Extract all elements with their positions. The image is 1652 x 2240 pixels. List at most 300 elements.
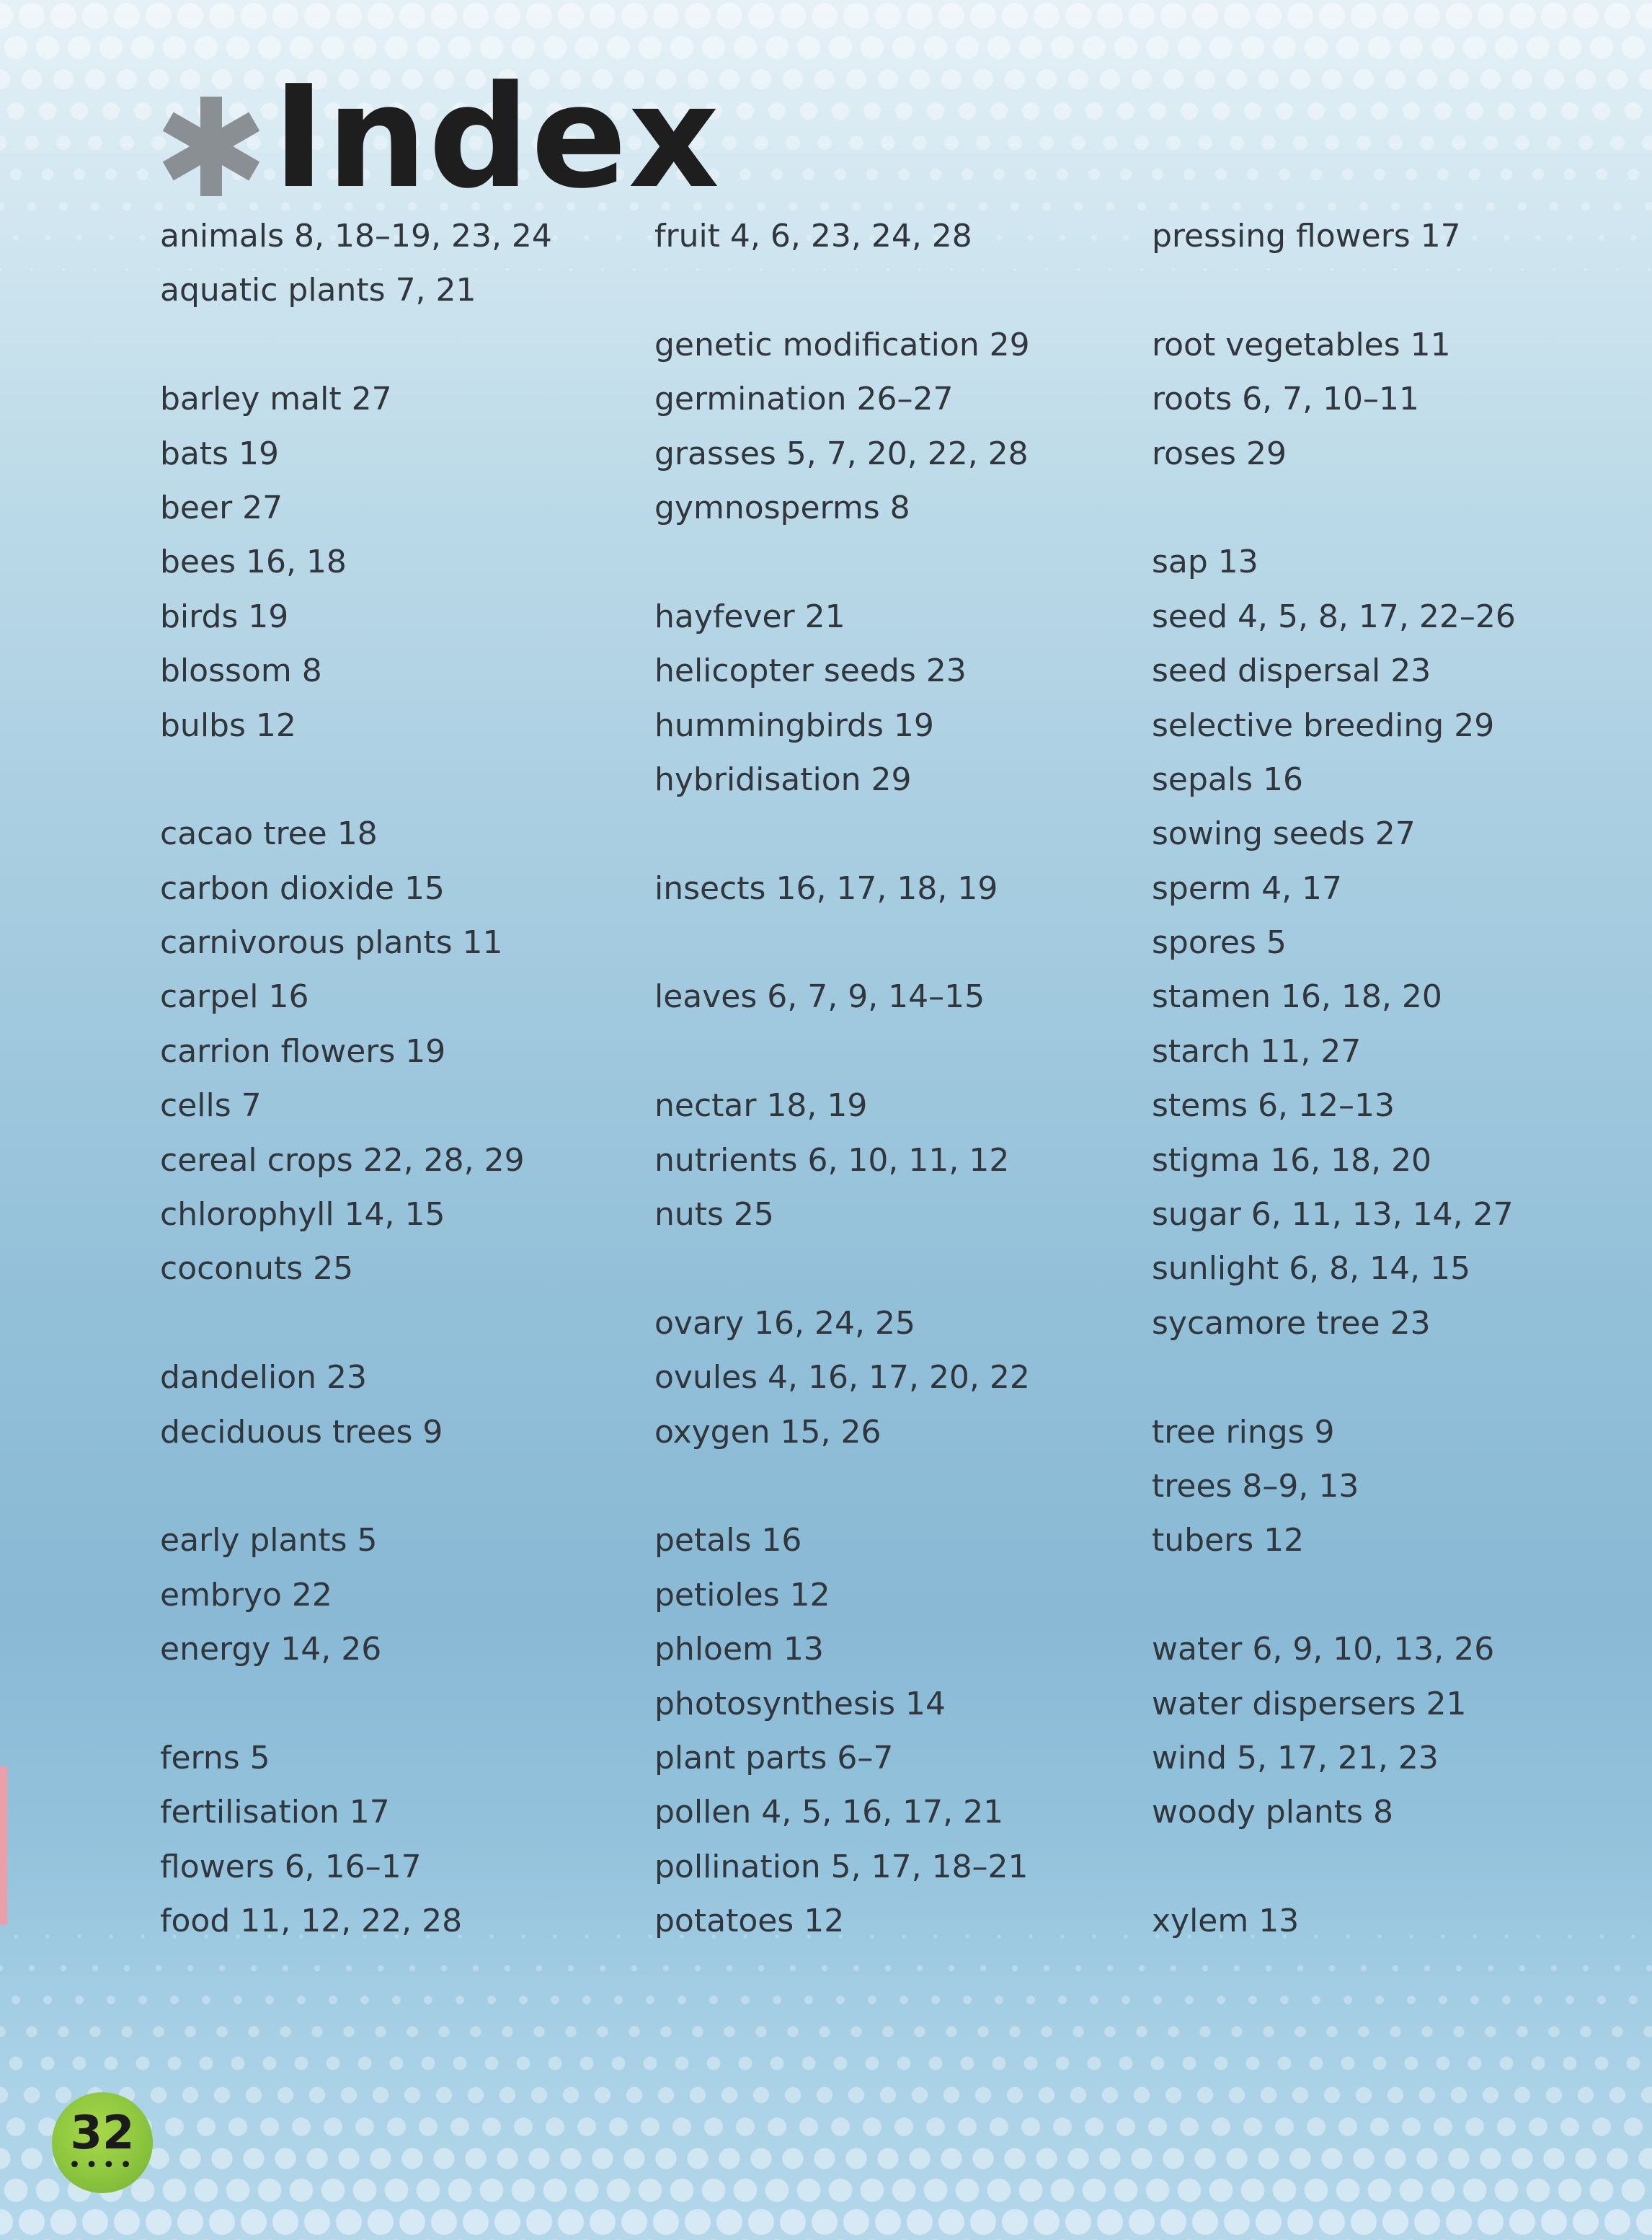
decorative-dot <box>597 2026 608 2037</box>
decorative-dot <box>1607 2148 1627 2169</box>
decorative-dot <box>1646 1965 1652 1972</box>
index-entry: nectar 18, 19 <box>654 1087 868 1125</box>
decorative-dot <box>1102 2087 1118 2103</box>
decorative-dot <box>1131 2148 1152 2169</box>
decorative-dot <box>214 2087 230 2103</box>
index-spacer <box>654 916 1116 970</box>
decorative-dot <box>1629 1996 1638 2004</box>
index-spacer <box>654 1024 1116 1079</box>
decorative-dot <box>1463 36 1486 59</box>
decorative-dot <box>1181 102 1198 120</box>
decorative-dot <box>1294 2026 1305 2037</box>
decorative-dot <box>1593 102 1610 120</box>
decorative-dot <box>1583 1965 1589 1972</box>
decorative-dot <box>1036 2148 1057 2169</box>
decorative-dot <box>1469 169 1480 180</box>
decorative-dot <box>105 2057 118 2071</box>
decorative-dot <box>1468 2057 1482 2071</box>
decorative-dot <box>976 136 990 150</box>
decorative-dot <box>590 3 616 29</box>
decorative-dot <box>226 2179 250 2203</box>
decorative-dot <box>1212 102 1230 120</box>
decorative-dot <box>1026 1996 1035 2004</box>
decorative-dot <box>802 2057 816 2071</box>
decorative-dot <box>453 2057 467 2071</box>
decorative-dot <box>1307 102 1325 120</box>
decorative-dot <box>1361 1965 1367 1972</box>
decorative-dot <box>1636 2209 1652 2235</box>
decorative-dot <box>1485 2026 1496 2037</box>
decorative-dot <box>972 2148 993 2169</box>
decorative-dot <box>1117 102 1134 120</box>
decorative-dot <box>24 2087 40 2103</box>
decorative-dot <box>863 2117 881 2136</box>
index-entry: sycamore tree 23 <box>1152 1304 1431 1342</box>
decorative-dot <box>200 2057 213 2071</box>
decorative-dot <box>187 1965 194 1972</box>
decorative-dot <box>234 1996 242 2004</box>
decorative-dot <box>25 136 39 150</box>
decorative-dot <box>1558 36 1581 59</box>
decorative-dot <box>202 1996 210 2004</box>
decorative-dot <box>1146 36 1169 59</box>
index-entry: hybridisation 29 <box>654 761 912 798</box>
index-spacer <box>654 807 1116 861</box>
decorative-dot <box>734 36 757 59</box>
decorative-dot <box>1065 2209 1091 2235</box>
decorative-dot <box>283 1965 289 1972</box>
decorative-dot <box>120 136 134 150</box>
decorative-dot <box>734 2179 758 2203</box>
decorative-dot <box>327 2057 340 2071</box>
decorative-dot <box>114 2209 140 2235</box>
decorative-dot <box>1561 102 1578 120</box>
decorative-dot <box>931 1996 940 2004</box>
decorative-dot <box>1160 3 1186 29</box>
decorative-dot <box>1498 102 1515 120</box>
decorative-dot <box>1546 2087 1562 2103</box>
decorative-dot <box>894 2117 913 2136</box>
decorative-dot <box>1005 69 1025 89</box>
decorative-dot <box>514 2117 533 2136</box>
decorative-dot <box>751 69 771 89</box>
decorative-dot <box>1212 2117 1230 2136</box>
decorative-dot <box>1224 2209 1250 2235</box>
index-entry: pressing flowers 17 <box>1152 218 1461 254</box>
decorative-dot <box>1446 3 1472 29</box>
decorative-dot <box>1431 2179 1455 2203</box>
decorative-dot <box>675 2057 689 2071</box>
decorative-dot <box>853 1965 860 1972</box>
decorative-dot <box>829 36 852 59</box>
decorative-dot <box>687 2148 708 2169</box>
decorative-dot <box>927 102 944 120</box>
decorative-dot <box>1414 3 1440 29</box>
decorative-dot <box>246 2087 262 2103</box>
decorative-dot <box>50 3 76 29</box>
decorative-dot <box>1034 2209 1060 2235</box>
decorative-dot <box>42 169 53 180</box>
decorative-dot <box>678 1996 686 2004</box>
decorative-dot <box>125 268 128 271</box>
decorative-dot <box>370 2148 391 2169</box>
index-entry: embryo 22 <box>160 1576 332 1613</box>
decorative-dot <box>7 102 25 120</box>
index-entry: barley malt 27 <box>160 381 392 418</box>
decorative-dot <box>368 2209 394 2235</box>
decorative-dot <box>1192 2209 1218 2235</box>
decorative-dot <box>19 2209 45 2235</box>
decorative-dot <box>880 2087 896 2103</box>
decorative-dot <box>1338 2117 1357 2136</box>
decorative-dot <box>311 2026 322 2037</box>
decorative-dot <box>663 1965 670 1972</box>
decorative-dot <box>499 2087 515 2103</box>
decorative-dot <box>417 2179 440 2203</box>
index-entry: fertilisation 17 <box>160 1794 390 1831</box>
page-number: 32 <box>70 2107 135 2160</box>
index-entry: wind 5, 17, 21, 23 <box>1152 1739 1439 1776</box>
decorative-dot <box>832 102 849 120</box>
decorative-dot <box>653 2209 679 2235</box>
decorative-dot <box>892 2179 916 2203</box>
decorative-dot <box>1289 2148 1310 2169</box>
decorative-dot <box>1543 2148 1564 2169</box>
index-spacer <box>654 535 1116 589</box>
decorative-dot <box>494 2209 520 2235</box>
decorative-dot <box>814 2148 835 2169</box>
decorative-dot <box>748 2209 774 2235</box>
decorative-dot <box>1243 2117 1262 2136</box>
decorative-dot <box>1356 2087 1372 2103</box>
decorative-dot <box>914 2026 925 2037</box>
decorative-dot <box>260 2117 279 2136</box>
decorative-dot <box>346 1965 352 1972</box>
decorative-dot <box>1166 136 1181 150</box>
index-entry: ovules 4, 16, 17, 20, 22 <box>654 1359 1030 1396</box>
decorative-dot <box>1463 2179 1487 2203</box>
index-column-3 <box>1152 209 1613 1949</box>
decorative-dot <box>1258 69 1279 89</box>
decorative-dot <box>1073 2026 1083 2037</box>
decorative-dot <box>182 2087 198 2103</box>
decorative-dot <box>721 2087 737 2103</box>
index-entry: carpel 16 <box>160 978 309 1016</box>
decorative-dot <box>782 2148 803 2169</box>
decorative-dot <box>355 2117 374 2136</box>
decorative-dot <box>814 69 835 89</box>
decorative-dot <box>1622 36 1645 59</box>
decorative-dot <box>1573 2209 1599 2235</box>
decorative-dot <box>621 2209 647 2235</box>
index-entry: oxygen 15, 26 <box>654 1413 881 1451</box>
decorative-dot <box>1263 2026 1274 2037</box>
decorative-dot <box>1114 36 1137 59</box>
decorative-dot <box>1358 2026 1369 2037</box>
decorative-dot <box>1478 3 1504 29</box>
decorative-dot <box>1224 3 1250 29</box>
decorative-dot <box>1085 2117 1103 2136</box>
decorative-dot <box>1149 102 1166 120</box>
decorative-dot <box>165 2117 184 2136</box>
decorative-dot <box>1192 3 1218 29</box>
decorative-dot <box>137 169 148 180</box>
decorative-dot <box>275 2148 296 2169</box>
decorative-dot <box>109 1934 112 1938</box>
decorative-dot <box>595 2087 610 2103</box>
decorative-dot <box>623 2148 644 2169</box>
decorative-dot <box>790 1965 796 1972</box>
decorative-dot <box>526 2209 552 2235</box>
decorative-dot <box>1209 2179 1233 2203</box>
decorative-dot <box>1610 136 1625 150</box>
decorative-dot <box>1002 3 1028 29</box>
decorative-dot <box>1134 136 1149 150</box>
decorative-dot <box>929 2057 943 2071</box>
decorative-dot <box>1436 2057 1450 2071</box>
decorative-dot <box>1088 2057 1101 2071</box>
decorative-dot <box>1152 169 1163 180</box>
decorative-dot <box>0 2026 6 2037</box>
decorative-dot <box>1502 1996 1511 2004</box>
index-entry: woody plants 8 <box>1152 1794 1393 1831</box>
decorative-dot <box>241 2209 267 2235</box>
decorative-dot <box>91 202 99 211</box>
decorative-dot <box>1124 1934 1127 1938</box>
decorative-dot <box>754 136 768 150</box>
decorative-dot <box>1197 2087 1213 2103</box>
decorative-dot <box>1261 136 1276 150</box>
decorative-dot <box>1051 2179 1075 2203</box>
decorative-dot <box>209 3 235 29</box>
decorative-dot <box>987 2179 1011 2203</box>
decorative-dot <box>1453 2026 1464 2037</box>
decorative-dot <box>607 2179 631 2203</box>
decorative-dot <box>368 3 394 29</box>
decorative-dot <box>875 3 901 29</box>
decorative-dot <box>1354 69 1374 89</box>
decorative-dot <box>378 1965 384 1972</box>
decorative-dot <box>179 2148 200 2169</box>
decorative-dot <box>783 69 803 89</box>
decorative-dot <box>709 1996 718 2004</box>
decorative-dot <box>907 2209 933 2235</box>
index-entry: starch 11, 27 <box>1152 1032 1362 1070</box>
decorative-dot <box>1279 169 1290 180</box>
index-entry: animals 8, 18–19, 23, 24 <box>160 218 552 254</box>
index-entry: xylem 13 <box>1152 1903 1300 1940</box>
decorative-dot <box>244 69 264 89</box>
decorative-dot <box>1054 102 1071 120</box>
decorative-dot <box>750 2148 771 2169</box>
index-spacer <box>1152 1568 1613 1622</box>
index-spacer <box>1152 1840 1613 1894</box>
decorative-dot <box>197 2117 216 2136</box>
decorative-dot <box>4 2179 28 2203</box>
decorative-dot <box>949 1965 955 1972</box>
index-entry: carnivorous plants 11 <box>160 924 503 962</box>
decorative-dot <box>1400 36 1423 59</box>
decorative-dot <box>1278 2057 1292 2071</box>
decorative-dot <box>9 2057 23 2071</box>
decorative-dot <box>1198 136 1212 150</box>
decorative-dot <box>1322 69 1342 89</box>
decorative-dot <box>1590 2179 1614 2203</box>
decorative-dot <box>692 2026 703 2037</box>
decorative-dot <box>124 1965 130 1972</box>
decorative-dot <box>834 2057 848 2071</box>
decorative-dot <box>1266 1965 1272 1972</box>
index-entry: tubers 12 <box>1152 1522 1305 1559</box>
decorative-dot <box>1434 102 1452 120</box>
decorative-dot <box>582 1996 591 2004</box>
decorative-dot <box>1273 2179 1297 2203</box>
decorative-dot <box>771 169 783 180</box>
decorative-dot <box>719 69 740 89</box>
decorative-dot <box>517 2057 530 2071</box>
index-entry: aquatic plants 7, 21 <box>160 272 476 309</box>
decorative-dot <box>494 3 520 29</box>
decorative-dot <box>912 2087 928 2103</box>
decorative-dot <box>1645 202 1652 211</box>
decorative-dot <box>1116 2117 1135 2136</box>
decorative-dot <box>1515 136 1529 150</box>
decorative-dot <box>338 2148 359 2169</box>
decorative-dot <box>1024 2057 1038 2071</box>
decorative-dot <box>431 2209 457 2235</box>
decorative-dot <box>958 2117 977 2136</box>
decorative-dot <box>448 2179 472 2203</box>
decorative-dot <box>297 1996 306 2004</box>
decorative-dot <box>258 2179 282 2203</box>
decorative-dot <box>1382 2209 1408 2235</box>
decorative-dot <box>1541 3 1567 29</box>
index-entry: spores 5 <box>1152 924 1287 962</box>
decorative-dot <box>1241 36 1264 59</box>
decorative-dot <box>1034 3 1060 29</box>
decorative-dot <box>140 235 146 241</box>
decorative-dot <box>1405 169 1417 180</box>
decorative-dot <box>512 2179 536 2203</box>
decorative-dot <box>1368 36 1391 59</box>
index-entry: root vegetables 11 <box>1152 326 1451 363</box>
decorative-dot <box>1483 2087 1498 2103</box>
decorative-dot <box>1097 3 1123 29</box>
decorative-dot <box>1500 2057 1514 2071</box>
decorative-dot <box>831 2117 850 2136</box>
decorative-dot <box>993 169 1005 180</box>
decorative-dot <box>1310 2057 1323 2071</box>
decorative-dot <box>1465 2117 1484 2136</box>
decorative-dot <box>846 69 866 89</box>
decorative-dot <box>580 2057 594 2071</box>
decorative-dot <box>646 1996 654 2004</box>
decorative-dot <box>822 1965 828 1972</box>
decorative-dot <box>1527 36 1550 59</box>
decorative-dot <box>1178 36 1201 59</box>
decorative-dot <box>195 2179 218 2203</box>
decorative-dot <box>195 36 218 59</box>
index-entry: insects 16, 17, 18, 19 <box>654 869 998 907</box>
decorative-dot <box>1044 1965 1050 1972</box>
decorative-dot <box>1293 136 1307 150</box>
decorative-dot <box>29 1965 35 1972</box>
decorative-dot <box>1009 2026 1020 2037</box>
decorative-dot <box>1202 1965 1209 1972</box>
decorative-dot <box>1146 2179 1170 2203</box>
decorative-dot <box>1151 2057 1165 2071</box>
decorative-dot <box>177 2209 203 2235</box>
decorative-dot <box>105 169 117 180</box>
index-entry: phloem 13 <box>654 1631 824 1668</box>
decorative-dot <box>739 2057 752 2071</box>
decorative-dot <box>941 69 962 89</box>
decorative-dot <box>1516 2026 1527 2037</box>
decorative-dot <box>917 1965 923 1972</box>
decorative-dot <box>1509 3 1535 29</box>
decorative-dot <box>1451 2087 1467 2103</box>
decorative-dot <box>1122 1996 1130 2004</box>
decorative-dot <box>102 102 120 120</box>
decorative-dot <box>0 2209 13 2235</box>
asterisk-icon <box>157 92 265 200</box>
decorative-dot <box>1136 2026 1147 2037</box>
decorative-dot <box>1497 2117 1516 2136</box>
decorative-dot <box>1290 69 1310 89</box>
decorative-dot <box>1590 36 1613 59</box>
index-spacer <box>654 1459 1116 1513</box>
decorative-dot <box>463 3 489 29</box>
decorative-dot <box>1417 69 1437 89</box>
decorative-dot <box>0 2087 8 2103</box>
decorative-dot <box>768 2117 786 2136</box>
index-spacer <box>1152 263 1613 317</box>
index-entry: carbon dioxide 15 <box>160 869 445 907</box>
decorative-dot <box>970 2209 996 2235</box>
decorative-dot <box>1310 169 1322 180</box>
decorative-dot <box>990 102 1008 120</box>
decorative-dot <box>1163 2148 1184 2169</box>
decorative-dot <box>1090 1996 1098 2004</box>
decorative-dot <box>36 2179 60 2203</box>
decorative-dot <box>41 2057 55 2071</box>
decorative-dot <box>568 1965 574 1972</box>
decorative-dot <box>648 1934 652 1938</box>
index-spacer <box>160 1296 621 1350</box>
decorative-dot <box>1648 268 1651 271</box>
decorative-dot <box>863 102 881 120</box>
decorative-dot <box>470 2026 481 2037</box>
decorative-dot <box>531 2087 547 2103</box>
decorative-dot <box>36 36 59 59</box>
decorative-dot <box>786 136 800 150</box>
decorative-dot <box>156 1965 162 1972</box>
decorative-dot <box>0 136 7 150</box>
index-entry: cells 7 <box>160 1087 262 1125</box>
decorative-dot <box>1039 2087 1054 2103</box>
decorative-dot <box>502 2026 512 2037</box>
decorative-dot <box>336 3 362 29</box>
decorative-dot <box>248 2026 259 2037</box>
decorative-dot <box>609 2117 628 2136</box>
decorative-dot <box>71 102 88 120</box>
decorative-dot <box>1495 36 1518 59</box>
decorative-dot <box>702 2179 726 2203</box>
decorative-dot <box>1067 2148 1088 2169</box>
decorative-dot <box>1385 69 1405 89</box>
decorative-dot <box>519 1996 528 2004</box>
decorative-dot <box>304 3 330 29</box>
